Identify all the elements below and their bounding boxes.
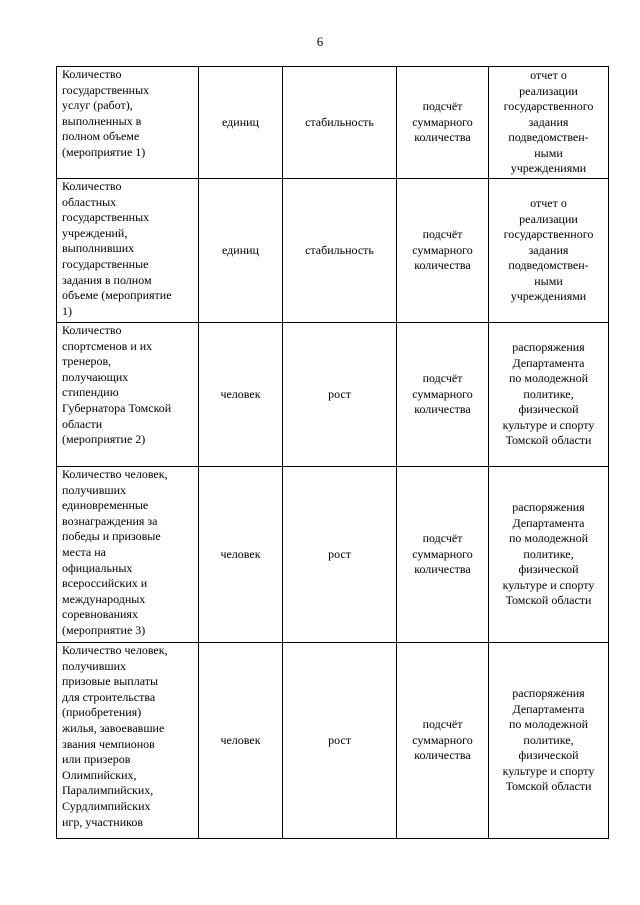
indicator-name: Количество человек, получивших призовые выплаты для строительства (приобретения) жилья, завоевавшие звания чемпионов или призеров Олимпийских, Паралимпийских, Сурдлимпийских игр, участников	[62, 643, 168, 829]
source-cell	[489, 323, 609, 467]
unit-cell	[199, 179, 283, 323]
method-cell	[397, 179, 489, 323]
source-value: распоряжения Департамента по молодежной политике, физической культуре и спорту Томской области	[502, 685, 595, 794]
trend-cell	[283, 467, 397, 643]
trend-value: стабильность	[305, 242, 374, 257]
method-cell	[397, 67, 489, 179]
indicator-name: Количество государственных услуг (работ), выполненных в полном объеме (мероприятие 1)	[62, 67, 150, 159]
source-value: распоряжения Департамента по молодежной политике, физической культуре и спорту Томской области	[502, 339, 595, 448]
source-cell	[489, 67, 609, 179]
trend-value: рост	[328, 546, 351, 561]
method-value: подсчёт суммарного количества	[412, 227, 473, 273]
method-cell	[397, 643, 489, 839]
table-row	[57, 323, 609, 467]
indicators-table	[56, 66, 609, 839]
trend-cell	[283, 179, 397, 323]
method-value: подсчёт суммарного количества	[412, 717, 473, 763]
page-number: 6	[316, 34, 324, 49]
table-row	[57, 67, 609, 179]
source-value: отчет о реализации государственного задания подведомствен- ными учреждениями	[503, 195, 594, 304]
source-value: отчет о реализации государственного задания подведомствен- ными учреждениями	[503, 67, 594, 176]
method-value: подсчёт суммарного количества	[412, 531, 473, 577]
unit-value: человек	[220, 546, 261, 561]
unit-value: единиц	[222, 242, 259, 257]
unit-cell	[199, 467, 283, 643]
unit-value: человек	[220, 732, 261, 747]
unit-cell	[199, 67, 283, 179]
indicator-name-cell	[57, 67, 199, 179]
trend-value: рост	[328, 386, 351, 401]
trend-cell	[283, 67, 397, 179]
indicator-name-cell	[57, 467, 199, 643]
source-cell	[489, 179, 609, 323]
unit-value: человек	[220, 386, 261, 401]
indicator-name-cell	[57, 643, 199, 839]
indicator-name: Количество областных государственных учреждений, выполнивших государственные задания в полном объеме (мероприятие 1)	[62, 179, 172, 318]
method-cell	[397, 467, 489, 643]
table-row	[57, 643, 609, 839]
table-row	[57, 179, 609, 323]
indicator-name-cell	[57, 179, 199, 323]
indicator-name: Количество спортсменов и их тренеров, получающих стипендию Губернатора Томской области (мероприятие 2)	[62, 323, 172, 447]
trend-value: стабильность	[305, 114, 374, 129]
source-cell	[489, 643, 609, 839]
table-row	[57, 467, 609, 643]
method-value: подсчёт суммарного количества	[412, 371, 473, 417]
unit-value: единиц	[222, 114, 259, 129]
source-value: распоряжения Департамента по молодежной политике, физической культуре и спорту Томской области	[502, 499, 595, 608]
method-value: подсчёт суммарного количества	[412, 99, 473, 145]
trend-cell	[283, 643, 397, 839]
unit-cell	[199, 323, 283, 467]
trend-cell	[283, 323, 397, 467]
method-cell	[397, 323, 489, 467]
source-cell	[489, 467, 609, 643]
trend-value: рост	[328, 732, 351, 747]
indicator-name-cell	[57, 323, 199, 467]
indicator-name: Количество человек, получивших единовременные вознаграждения за победы и призовые места на официальных всероссийских и международных соревнованиях (мероприятие 3)	[62, 467, 168, 637]
unit-cell	[199, 643, 283, 839]
